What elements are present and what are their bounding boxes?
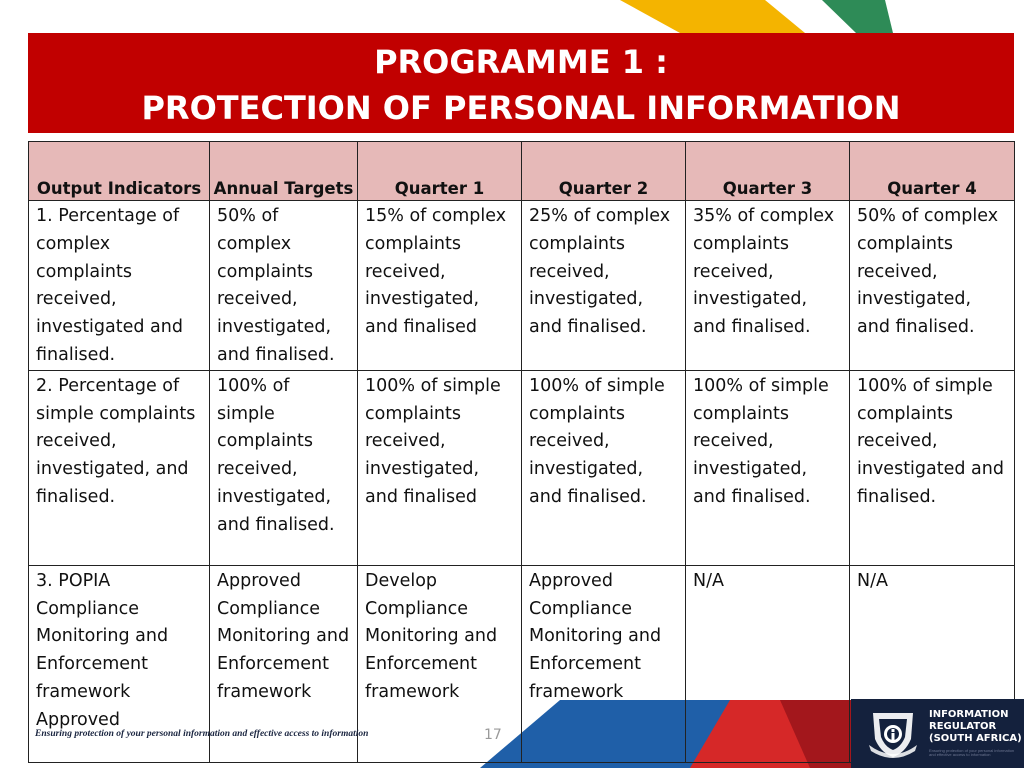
cell-quarter-1: Develop Compliance Monitoring and Enforcement framework (358, 565, 522, 762)
cell-quarter-1: 100% of simple complaints received, investigated, and finalised (358, 370, 522, 565)
cell-quarter-4: 50% of complex complaints received, investigated, and finalised. (850, 201, 1015, 371)
cell-quarter-2: Approved Compliance Monitoring and Enforcement framework (522, 565, 686, 762)
table-header-row (29, 142, 1015, 201)
cell-quarter-4: N/A (850, 565, 1015, 762)
logo-line-3: (SOUTH AFRICA) (929, 733, 1022, 744)
cell-quarter-3: N/A (686, 565, 850, 762)
page-number: 17 (484, 727, 502, 743)
title-line-2: PROTECTION OF PERSONAL INFORMATION (141, 89, 901, 127)
header-quarter-2: Quarter 2 (522, 142, 686, 201)
table-row (29, 370, 1015, 565)
cell-quarter-3: 100% of simple complaints received, investigated, and finalised. (686, 370, 850, 565)
table-row (29, 201, 1015, 371)
header-quarter-1: Quarter 1 (358, 142, 522, 201)
cell-annual-target: 50% of complex complaints received, investigated, and finalised. (210, 201, 358, 371)
header-quarter-4: Quarter 4 (850, 142, 1015, 201)
footer-tagline: Ensuring protection of your personal information and effective access to information (35, 729, 369, 739)
cell-annual-target: 100% of simple complaints received, investigated, and finalised. (210, 370, 358, 565)
cell-annual-target: Approved Compliance Monitoring and Enforcement framework (210, 565, 358, 762)
logo-line-1: INFORMATION (929, 709, 1009, 720)
title-line-1: PROGRAMME 1 : (374, 43, 668, 81)
cell-quarter-4: 100% of simple complaints received, investigated and finalised. (850, 370, 1015, 565)
top-decorative-stripes (560, 0, 1024, 33)
logo-wordmark (929, 709, 1022, 745)
header-quarter-3: Quarter 3 (686, 142, 850, 201)
cell-output-indicator: 3. POPIA Compliance Monitoring and Enforcement framework Approved (29, 565, 210, 762)
regulator-emblem-icon (865, 705, 921, 761)
cell-quarter-1: 15% of complex complaints received, investigated, and finalised (358, 201, 522, 371)
slide-title (28, 33, 1014, 133)
header-output-indicators: Output Indicators (29, 142, 210, 201)
information-regulator-logo (851, 699, 1024, 768)
cell-output-indicator: 1. Percentage of complex complaints received, investigated and finalised. (29, 201, 210, 371)
cell-quarter-2: 25% of complex complaints received, investigated, and finalised. (522, 201, 686, 371)
logo-tagline: Ensuring protection of your personal information and effective access to information (929, 749, 1015, 757)
programme-table (28, 141, 1015, 763)
logo-line-2: REGULATOR (929, 721, 997, 732)
cell-output-indicator: 2. Percentage of simple complaints received, investigated, and finalised. (29, 370, 210, 565)
cell-quarter-3: 35% of complex complaints received, investigated, and finalised. (686, 201, 850, 371)
cell-quarter-2: 100% of simple complaints received, investigated, and finalised. (522, 370, 686, 565)
header-annual-targets: Annual Targets (210, 142, 358, 201)
